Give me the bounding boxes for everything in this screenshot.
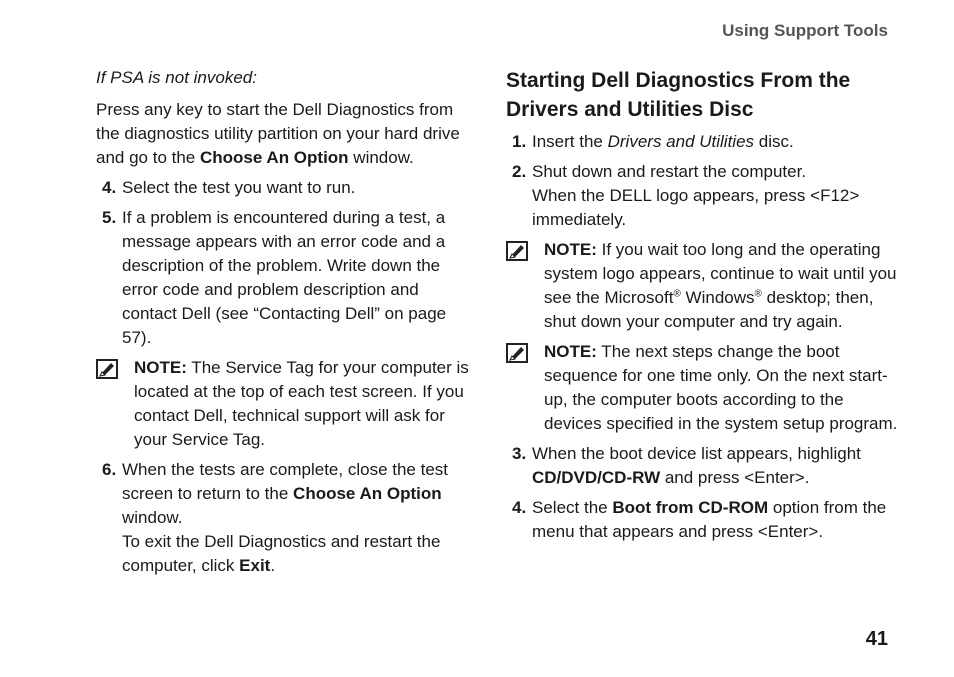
intro-paragraph: Press any key to start the Dell Diagnostics from the diagnostics utility partition on your hard drive and go to the Choose An Option window. (96, 100, 460, 167)
step-3 (506, 442, 898, 490)
right-column (506, 66, 898, 544)
step-text: Shut down and restart the computer. (532, 162, 807, 181)
step-text: When the boot device list appears, highlight CD/DVD/CD-RW and press <Enter>. (532, 444, 861, 487)
step-2 (506, 160, 898, 232)
step-4-right (506, 496, 898, 544)
step-text: Insert the Drivers and Utilities disc. (532, 132, 794, 151)
note-service-tag (96, 356, 478, 452)
step-subtext: When the DELL logo appears, press <F12> immediately. (532, 186, 860, 229)
step-number: 4. (102, 178, 117, 197)
note-boot-sequence (506, 340, 898, 436)
note-text: NOTE: If you wait too long and the operating system logo appears, continue to wait until you see the Microsoft® Windows® desktop; then, shut down your computer and try again. (544, 240, 897, 331)
pencil-note-icon (506, 340, 544, 436)
note-wait (506, 238, 898, 334)
note-text: NOTE: The next steps change the boot sequence for one time only. On the next start-up, the computer boots according to the devices specified in the system setup program. (544, 342, 898, 433)
step-number: 1. (512, 132, 527, 151)
step-text: When the tests are complete, close the test screen to return to the Choose An Option window. (122, 460, 448, 527)
step-text: If a problem is encountered during a test, a message appears with an error code and a description of the problem. Write down the error code and problem description and contact Dell (see “Contacting Dell” on page 57). (122, 208, 447, 347)
pencil-note-icon (96, 356, 134, 452)
section-header: Using Support Tools (722, 21, 888, 40)
psa-label: If PSA is not invoked: (96, 68, 257, 87)
step-number: 6. (102, 460, 117, 479)
step-text: Select the test you want to run. (122, 178, 356, 197)
pencil-note-icon (506, 238, 544, 334)
step-number: 4. (512, 498, 527, 517)
step-number: 5. (102, 208, 117, 227)
section-heading: Starting Dell Diagnostics From the Drivers and Utilities Disc (506, 69, 851, 121)
note-text: NOTE: The Service Tag for your computer is located at the top of each test screen. If you contact Dell, technical support will ask for your Service Tag. (134, 358, 469, 449)
page-number: 41 (865, 628, 888, 650)
left-column (96, 66, 478, 578)
step-6 (96, 458, 478, 578)
exit-instruction: To exit the Dell Diagnostics and restart the computer, click Exit. (122, 532, 441, 575)
step-number: 3. (512, 444, 527, 463)
step-text: Select the Boot from CD-ROM option from the menu that appears and press <Enter>. (532, 498, 887, 541)
step-1 (506, 130, 898, 154)
step-number: 2. (512, 162, 527, 181)
step-4 (96, 176, 478, 200)
step-5 (96, 206, 478, 350)
